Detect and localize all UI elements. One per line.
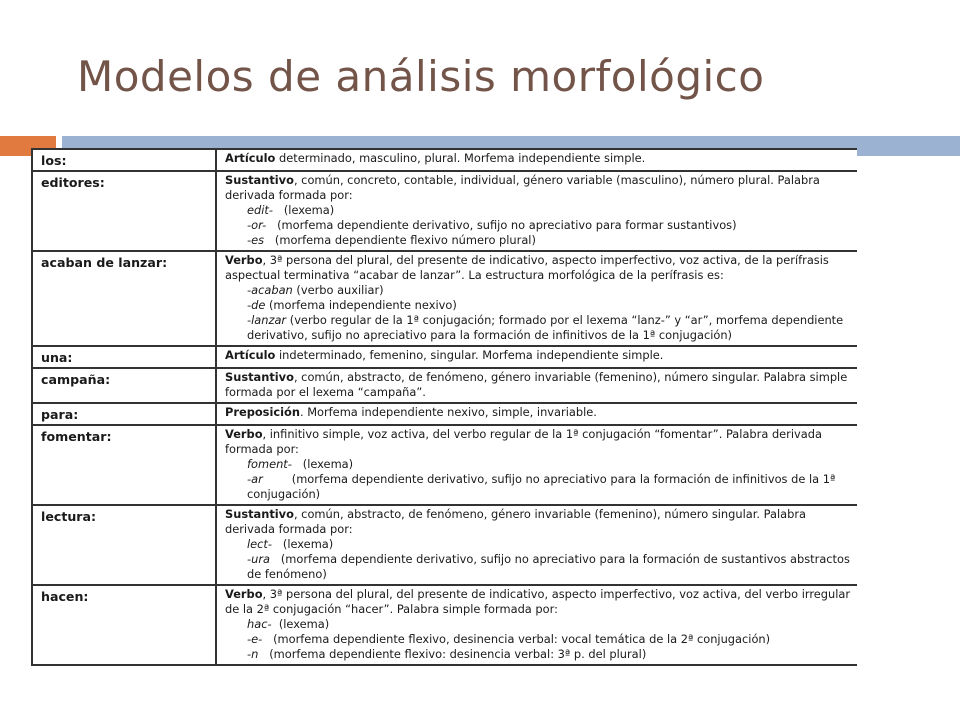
word-cell: lectura: — [32, 505, 216, 585]
analysis-line — [225, 370, 851, 400]
table-row — [32, 368, 857, 403]
analysis-cell — [216, 171, 857, 251]
analysis-text: (lexema) — [272, 203, 335, 217]
table-row — [32, 425, 857, 505]
morpheme-form: -acaban — [247, 283, 293, 297]
analysis-text: . Morfema independiente nexivo, simple, invariable. — [299, 405, 597, 419]
morpheme-line — [225, 283, 851, 298]
analysis-text: , 3ª persona del plural, del presente de indicativo, aspecto imperfectivo, voz activa, de la perífrasis aspectual terminativa “acabar de lanzar”. La estructura morfológica de la perífrasis es: — [225, 253, 833, 282]
word-category: Sustantivo — [225, 507, 294, 521]
analysis-text: (morfema independiente nexivo) — [265, 298, 457, 312]
analysis-line — [225, 173, 851, 203]
analysis-cell — [216, 585, 857, 665]
morpheme-form: edit- — [247, 203, 273, 217]
analysis-cell — [216, 425, 857, 505]
analysis-cell — [216, 251, 857, 346]
table-row — [32, 505, 857, 585]
analysis-text: , común, abstracto, de fenómeno, género invariable (femenino), número singular. Palabra derivada formada por: — [225, 507, 810, 536]
morpheme-form: -de — [247, 298, 266, 312]
analysis-cell — [216, 149, 857, 171]
analysis-cell — [216, 368, 857, 403]
word-cell: acaban de lanzar: — [32, 251, 216, 346]
word-category: Preposición — [225, 405, 300, 419]
analysis-text: determinado, masculino, plural. Morfema independiente simple. — [275, 151, 646, 165]
morpheme-form: hac- — [247, 617, 272, 631]
morpheme-line — [225, 617, 851, 632]
morpheme-form: -ar — [247, 472, 263, 486]
morpheme-form: -ura — [247, 552, 270, 566]
word-category: Verbo — [225, 253, 263, 267]
table-row — [32, 251, 857, 346]
table-row — [32, 149, 857, 171]
morpheme-line — [225, 647, 851, 662]
analysis-line — [225, 507, 851, 537]
word-category: Artículo — [225, 348, 276, 362]
analysis-text: (morfema dependiente derivativo, sufijo no apreciativo para la formación de sustantivos abstractos de fenómeno) — [247, 552, 854, 581]
analysis-text: (morfema dependiente flexivo, desinencia verbal: vocal temática de la 2ª conjugación) — [262, 632, 771, 646]
morpheme-form: -e- — [247, 632, 263, 646]
analysis-text: indeterminado, femenino, singular. Morfema independiente simple. — [275, 348, 664, 362]
analysis-line — [225, 587, 854, 617]
word-cell: los: — [32, 149, 216, 171]
morpheme-line — [225, 313, 851, 343]
morpheme-line — [225, 218, 851, 233]
analysis-text: (verbo regular de la 1ª conjugación; formado por el lexema “lanz-” y “ar”, morfema dependiente derivativo, sufijo no apreciativo para la formación de infinitivos de la 1ª conjugación) — [247, 313, 847, 342]
word-cell: editores: — [32, 171, 216, 251]
analysis-cell — [216, 403, 857, 425]
morpheme-line — [225, 457, 851, 472]
morpheme-line — [225, 632, 851, 647]
table-row — [32, 403, 857, 425]
word-category: Verbo — [225, 587, 263, 601]
analysis-text: , 3ª persona del plural, del presente de indicativo, aspecto imperfectivo, voz activa, del verbo irregular de la 2ª conjugación “hacer”. Palabra simple formada por: — [225, 587, 854, 616]
morpheme-form: lect- — [247, 537, 273, 551]
morpheme-form: -n — [247, 647, 259, 661]
analysis-text: (lexema) — [291, 457, 354, 471]
morpheme-form: -or- — [247, 218, 267, 232]
analysis-text: , común, abstracto, de fenómeno, género invariable (femenino), número singular. Palabra simple formada por el lexema “campaña”. — [225, 370, 851, 399]
morpheme-form: -es — [247, 233, 265, 247]
word-cell: fomentar: — [32, 425, 216, 505]
morpheme-line — [225, 203, 851, 218]
morpheme-line — [225, 298, 851, 313]
analysis-text: , común, concreto, contable, individual, género variable (masculino), número plural. Palabra derivada formada por: — [225, 173, 824, 202]
analysis-line — [225, 253, 851, 283]
word-category: Sustantivo — [225, 173, 294, 187]
word-category: Sustantivo — [225, 370, 294, 384]
word-cell: una: — [32, 346, 216, 368]
analysis-table-wrapper — [31, 148, 857, 720]
morpheme-line — [225, 552, 854, 582]
morpheme-form: foment- — [247, 457, 292, 471]
table-row — [32, 346, 857, 368]
word-cell: para: — [32, 403, 216, 425]
analysis-text: (morfema dependiente flexivo: desinencia verbal: 3ª p. del plural) — [258, 647, 647, 661]
analysis-text: (morfema dependiente derivativo, sufijo no apreciativo para formar sustantivos) — [266, 218, 737, 232]
analysis-text: (lexema) — [271, 617, 330, 631]
analysis-text: , infinitivo simple, voz activa, del verbo regular de la 1ª conjugación “fomentar”. Palabra derivada formada por: — [225, 427, 826, 456]
analysis-text: (morfema dependiente flexivo número plural) — [264, 233, 536, 247]
analysis-cell — [216, 505, 857, 585]
analysis-text: (verbo auxiliar) — [292, 283, 384, 297]
morpheme-line — [225, 472, 851, 502]
morphology-table — [31, 148, 857, 666]
analysis-line — [225, 348, 851, 363]
word-cell: hacen: — [32, 585, 216, 665]
word-category: Verbo — [225, 427, 263, 441]
analysis-line — [225, 405, 851, 420]
analysis-cell — [216, 346, 857, 368]
table-row — [32, 585, 857, 665]
analysis-text: (lexema) — [272, 537, 334, 551]
analysis-text: (morfema dependiente derivativo, sufijo no apreciativo para la formación de infinitivos de la 1ª conjugación) — [247, 472, 839, 501]
table-row — [32, 171, 857, 251]
word-cell: campaña: — [32, 368, 216, 403]
slide-title: Modelos de análisis morfológico — [77, 52, 765, 101]
morpheme-line — [225, 537, 851, 552]
analysis-line — [225, 151, 851, 166]
morpheme-form: -lanzar — [247, 313, 287, 327]
analysis-line — [225, 427, 851, 457]
word-category: Artículo — [225, 151, 276, 165]
morpheme-line — [225, 233, 851, 248]
